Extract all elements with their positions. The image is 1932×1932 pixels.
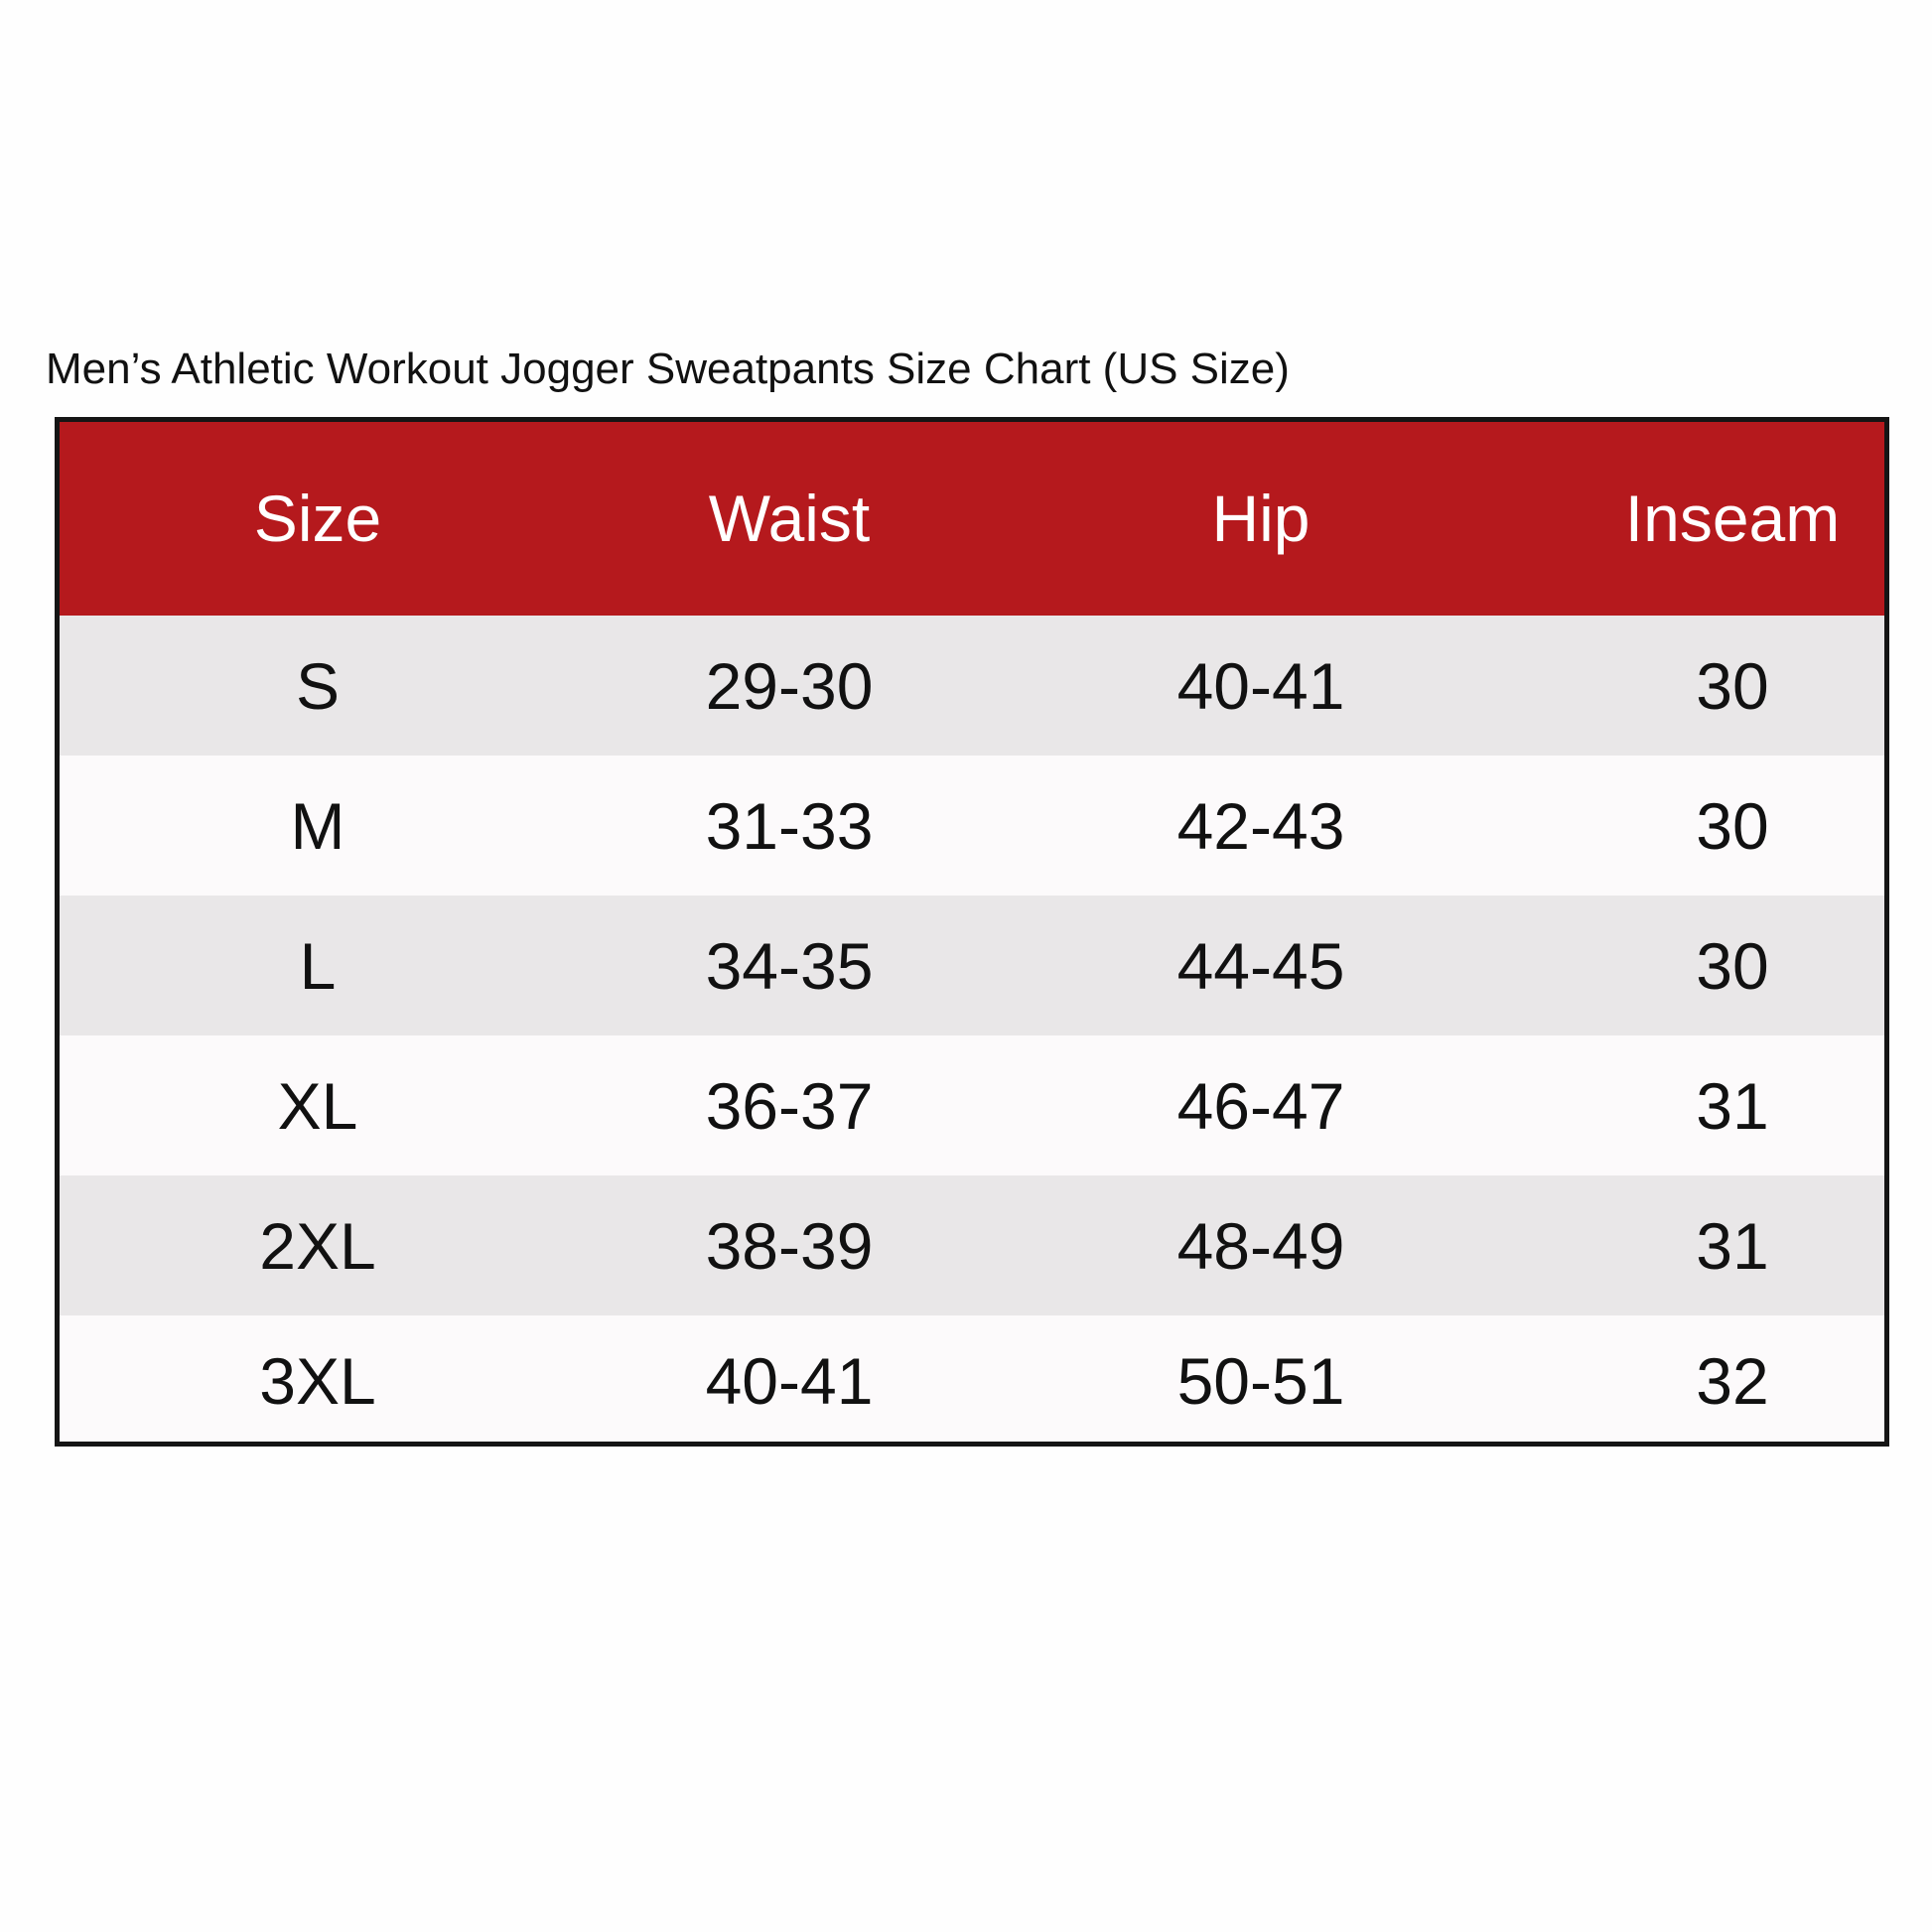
cell-size: S [295, 648, 341, 723]
cell-waist: 31-33 [705, 788, 874, 863]
header-inseam: Inseam [1624, 482, 1841, 555]
header-hip: Hip [1211, 482, 1311, 555]
cell-inseam: 31 [1696, 1068, 1769, 1143]
table-header [60, 422, 1884, 616]
cell-waist: 29-30 [705, 648, 874, 723]
table-body [60, 616, 1884, 1447]
table-row [60, 616, 1884, 756]
cell-size: 3XL [259, 1344, 376, 1418]
cell-waist: 34-35 [705, 928, 874, 1003]
cell-waist: 38-39 [705, 1208, 874, 1283]
table-row [60, 1175, 1884, 1315]
cell-size: L [299, 928, 337, 1003]
cell-inseam: 31 [1696, 1208, 1769, 1283]
table-row [60, 1035, 1884, 1175]
cell-hip: 44-45 [1176, 928, 1345, 1003]
cell-hip: 48-49 [1176, 1208, 1345, 1283]
cell-waist: 36-37 [705, 1068, 874, 1143]
cell-waist: 40-41 [705, 1344, 874, 1418]
cell-inseam: 30 [1696, 928, 1769, 1003]
table-row [60, 756, 1884, 896]
header-waist: Waist [708, 482, 871, 555]
cell-inseam: 30 [1696, 648, 1769, 723]
cell-hip: 50-51 [1176, 1344, 1345, 1418]
table-row [60, 896, 1884, 1035]
size-chart-table [55, 417, 1889, 1447]
cell-inseam: 32 [1696, 1344, 1769, 1418]
cell-hip: 46-47 [1176, 1068, 1345, 1143]
cell-size: M [290, 788, 345, 863]
cell-size: XL [277, 1068, 358, 1143]
table-row [60, 1315, 1884, 1447]
cell-hip: 40-41 [1176, 648, 1345, 723]
cell-inseam: 30 [1696, 788, 1769, 863]
chart-title: Men’s Athletic Workout Jogger Sweatpants Size Chart (US Size) [46, 345, 1290, 393]
header-size: Size [253, 482, 382, 555]
cell-size: 2XL [259, 1208, 376, 1283]
cell-hip: 42-43 [1176, 788, 1345, 863]
